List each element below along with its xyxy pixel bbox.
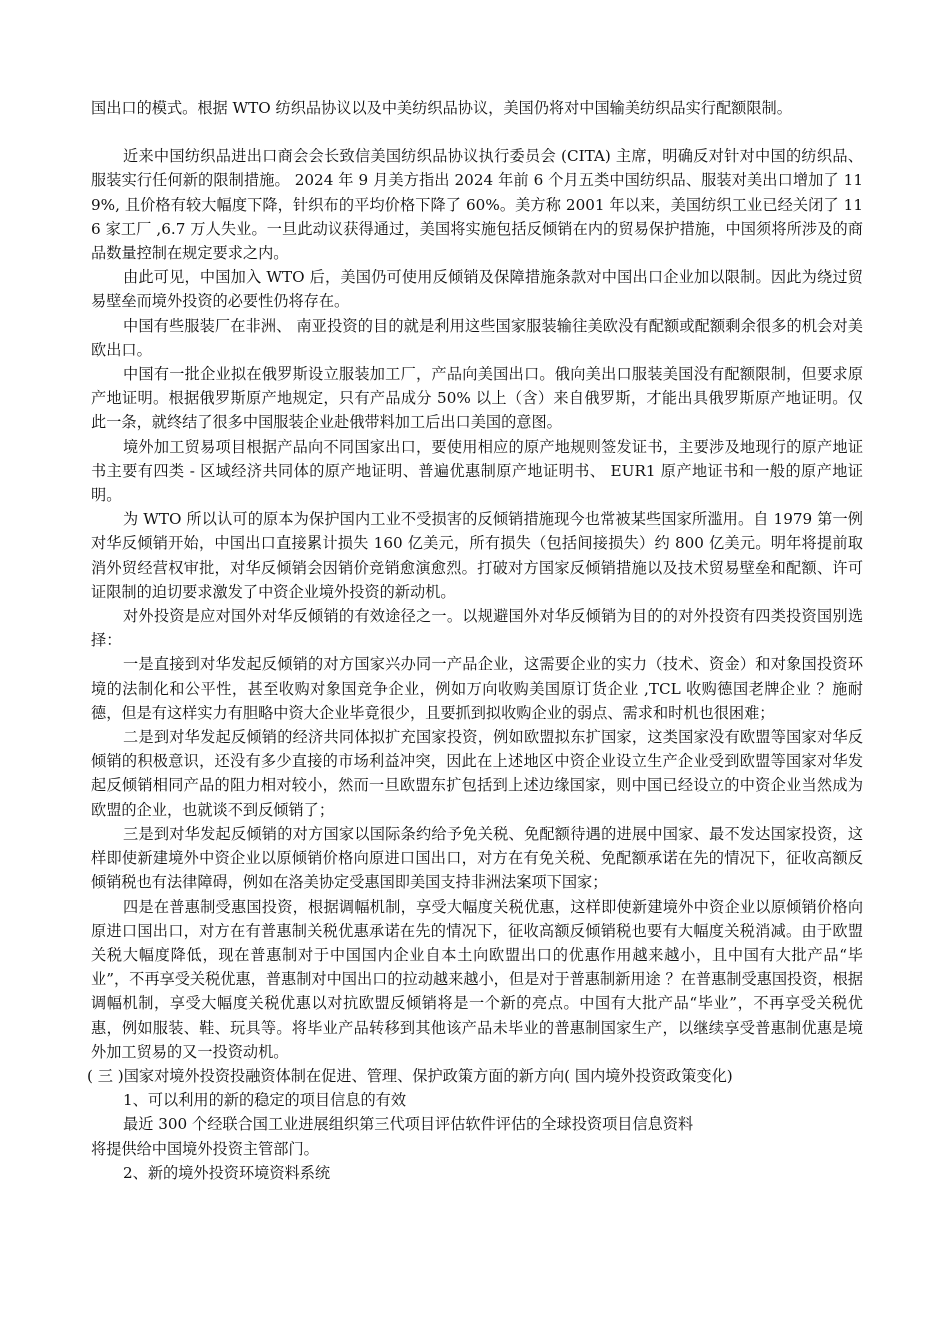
paragraph-1: 国出口的模式。根据 WTO 纺织品协议以及中美纺织品协议，美国仍将对中国输美纺织品实行配额限制。 (91, 99, 792, 117)
section-heading: ( 三 )国家对境外投资投融资体制在促进、管理、保护政策方面的新方向( 国内境外投资政策变化) (87, 1066, 733, 1085)
paragraph-13: 最近 300 个经联合国工业进展组织第三代项目评估软件评估的全球投资项目信息资料 (123, 1115, 694, 1134)
subheading-1: 1、可以利用的新的稳定的项目信息的有效 (123, 1091, 407, 1110)
paragraph-12: 四是在普惠制受惠国投资，根据调幅机制，享受大幅度关税优惠，这样即使新建境外中资企业以原倾销价格向原进口国出口，对方在有普惠制关税优惠承诺在先的情况下，征收高额反倾销税也要有大幅度关税消减。由于欧盟关税大幅度降低，现在普惠制对于中国国内企业自本土向欧盟出口的优惠作用越来越小，且中国有大批产品“毕业”，不再享受关税优惠，普惠制对中国出口的拉动越来越小，但是对于普惠制新用途 ？在普惠制受惠国投资，根据调幅机制，享受大幅度关税优惠以对抗欧盟反倾销将是一个新的亮点。中国有大批产品“毕业”，不再享受关税优惠，例如服装、鞋、玩具等。将毕业产品转移到其他该产品未毕业的普惠制国家生产，以继续享受普惠制优惠是境外加工贸易的又一投资动机。 (91, 897, 863, 1061)
paragraph-6: 境外加工贸易项目根据产品向不同国家出口，要使用相应的原产地规则签发证书，主要涉及地现行的原产地证书主要有四类 - 区域经济共同体的原产地证明、普遍优惠制原产地证明书、 EUR1 原产地证书和一般的原产地证明。 (91, 437, 863, 505)
paragraph-7: 为 WTO 所以认可的原本为保护国内工业不受损害的反倾销措施现今也常被某些国家所滥用。自 1979 第一例对华反倾销开始，中国出口直接累计损失 160 亿美元，所有损失（包括间接损失）约 800 亿美元。明年将提前取消外贸经营权审批，对华反倾销会因销价竞销愈演愈烈。打破对方国家反倾销措施以及技术贸易壁垒和配额、许可证限制的迫切要求激发了中资企业境外投资的新动机。 (91, 510, 863, 601)
paragraph-gap (91, 120, 863, 144)
paragraph-11: 三是到对华发起反倾销的对方国家以国际条约给予免关税、免配额待遇的进展中国家、最不发达国家投资，这样即使新建境外中资企业以原倾销价格向原进口国出口，对方在有免关税、免配额承诺在先的情况下，征收高额反倾销税也有法律障碍，例如在洛美协定受惠国即美国支持非洲法案项下国家； (91, 824, 863, 892)
paragraph-10: 二是到对华发起反倾销的经济共同体拟扩充国家投资，例如欧盟拟东扩国家，这类国家没有欧盟等国家对华反倾销的积极意识，还没有多少直接的市场利益冲突，因此在上述地区中资企业设立生产企业受到欧盟等国家对华发起反倾销相同产品的阻力相对较小，然而一旦欧盟东扩包括到上述边缘国家，则中国已经设立的中资企业当然成为欧盟的企业，也就谈不到反倾销了； (91, 728, 863, 819)
paragraph-9: 一是直接到对华发起反倾销的对方国家兴办同一产品企业，这需要企业的实力（技术、资金）和对象国投资环境的法制化和公平性，甚至收购对象国竞争企业，例如万向收购美国原订货企业 ,TCL 收购德国老牌企业 ？施耐德，但是有这样实力有胆略中资大企业毕竟很少，且要抓到拟收购企业的弱点、需求和时机也很困难； (91, 655, 863, 722)
paragraph-8: 对外投资是应对国外对华反倾销的有效途径之一。以规避国外对华反倾销为目的的对外投资有四类投资国别选择： (91, 607, 863, 650)
document-page (87, 96, 863, 1185)
paragraph-5: 中国有一批企业拟在俄罗斯设立服装加工厂，产品向美国出口。俄向美出口服装美国没有配额限制，但要求原产地证明。根据俄罗斯原产地规定，只有产品成分 50% 以上（含）来自俄罗斯，才能出具俄罗斯原产地证明。仅此一条，就终结了很多中国服装企业赴俄带料加工后出口美国的意图。 (91, 365, 863, 432)
paragraph-2: 近来中国纺织品进出口商会会长致信美国纺织品协议执行委员会 (CITA) 主席，明确反对针对中国的纺织品、服装实行任何新的限制措施。 2024 年 9 月美方指出 2024 年前 6 个月五类中国纺织品、服装对美出口增加了 119%, 且价格有较大幅度下降，针织布的平均价格下降了 60%。美方称 2001 年以来，美国纺织工业已经关闭了 116 家工厂 ,6.7 万人失业。一旦此动议获得通过，美国将实施包括反倾销在内的贸易保护措施，中国须将所涉及的商品数量控制在规定要求之内。 (91, 147, 863, 263)
paragraph-3: 由此可见，中国加入 WTO 后，美国仍可使用反倾销及保障措施条款对中国出口企业加以限制。因此为绕过贸易壁垒而境外投资的必要性仍将存在。 (91, 268, 863, 311)
subheading-2: 2、新的境外投资环境资料系统 (123, 1163, 331, 1182)
paragraph-4: 中国有些服装厂在非洲、 南亚投资的目的就是利用这些国家服装输往美欧没有配额或配额剩余很多的机会对美欧出口。 (91, 316, 863, 359)
paragraph-14: 将提供给中国境外投资主管部门。 (91, 1139, 319, 1158)
